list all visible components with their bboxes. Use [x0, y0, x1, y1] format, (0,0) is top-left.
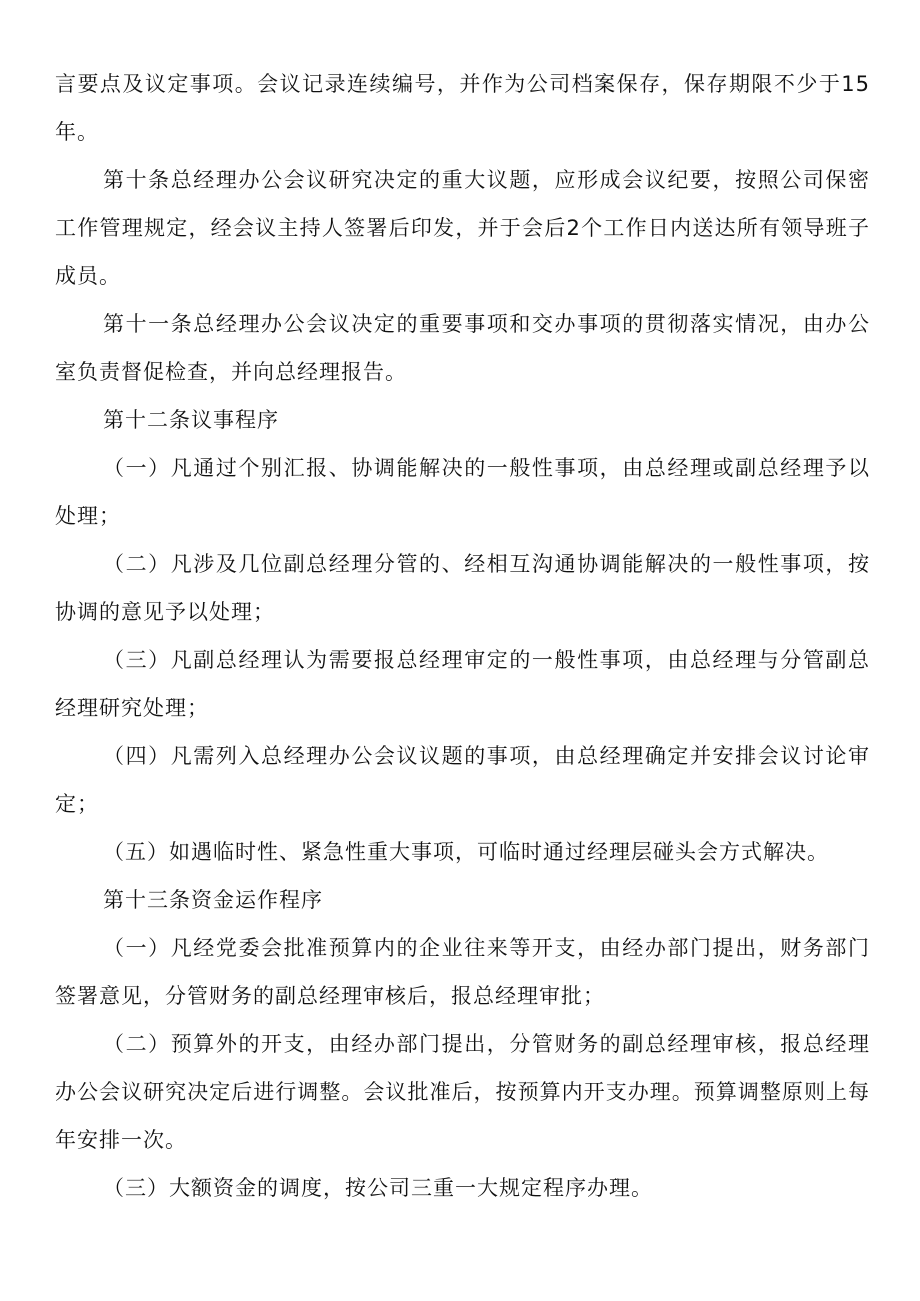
article-10-paragraph: 第十条总经理办公会议研究决定的重大议题，应形成会议纪要，按照公司保密工作管理规定，经会议主持人签署后印发，并于会后2个工作日内送达所有领导班子成员。	[55, 168, 870, 288]
article-12-item-1: （一）凡通过个别汇报、协调能解决的一般性事项，由总经理或副总经理予以处理；	[55, 456, 870, 528]
article-13-heading: 第十三条资金运作程序	[103, 888, 323, 912]
paragraph-continuation: 言要点及议定事项。会议记录连续编号，并作为公司档案保存，保存期限不少于15年。	[55, 72, 870, 144]
article-12-item-5: （五）如遇临时性、紧急性重大事项，可临时通过经理层碰头会方式解决。	[103, 840, 829, 864]
article-13-item-3: （三）大额资金的调度，按公司三重一大规定程序办理。	[103, 1176, 653, 1200]
article-12-item-3: （三）凡副总经理认为需要报总经理审定的一般性事项，由总经理与分管副总经理研究处理；	[55, 648, 870, 720]
article-12-heading: 第十二条议事程序	[103, 408, 279, 432]
article-13-item-2: （二）预算外的开支，由经办部门提出，分管财务的副总经理审核，报总经理办公会议研究决定后进行调整。会议批准后，按预算内开支办理。预算调整原则上每年安排一次。	[55, 1032, 870, 1152]
article-12-item-4: （四）凡需列入总经理办公会议议题的事项，由总经理确定并安排会议讨论审定；	[55, 744, 870, 816]
article-12-item-2: （二）凡涉及几位副总经理分管的、经相互沟通协调能解决的一般性事项，按协调的意见予以处理；	[55, 552, 870, 624]
article-11-paragraph: 第十一条总经理办公会议决定的重要事项和交办事项的贯彻落实情况，由办公室负责督促检查，并向总经理报告。	[55, 312, 870, 384]
article-13-item-1: （一）凡经党委会批准预算内的企业往来等开支，由经办部门提出，财务部门签署意见，分管财务的副总经理审核后，报总经理审批；	[55, 936, 870, 1008]
